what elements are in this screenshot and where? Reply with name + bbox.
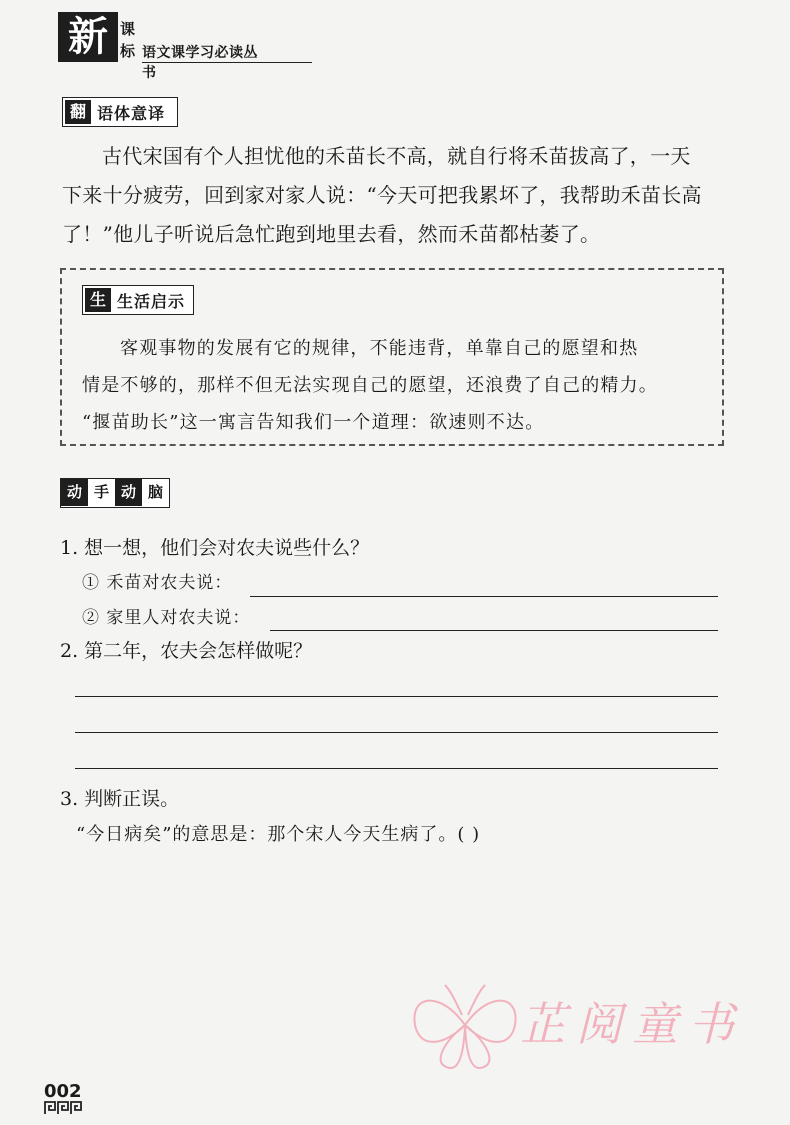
activity-char: 动 (115, 479, 142, 506)
header-rule (142, 62, 312, 63)
translate-icon: 翻 (65, 100, 91, 124)
question-1-sub-1: ① 禾苗对农夫说： (82, 573, 233, 593)
watermark-text: 芷阅童书 (520, 997, 744, 1051)
page-number: 002 (44, 1081, 82, 1102)
answer-line-1b[interactable] (270, 630, 718, 631)
life-insight-label-text: 生活启示 (117, 291, 186, 311)
activity-char: 脑 (142, 479, 169, 506)
life-insight-line: 情是不够的，那样不但无法实现自己的愿望，还浪费了自己的精力。 (82, 375, 658, 396)
series-header (58, 8, 268, 81)
translation-line: 了！”他儿子听说后急忙跑到地里去看，然而禾苗都枯萎了。 (62, 222, 601, 246)
series-logo: 新 (58, 12, 118, 62)
activity-section-label (60, 478, 170, 508)
activity-char: 手 (88, 479, 115, 506)
translation-line: 古代宋国有个人担忧他的禾苗长不高，就自行将禾苗拔高了，一天 (102, 144, 691, 168)
meander-ornament-icon (44, 1101, 84, 1115)
logo-char-ke: 课 (120, 20, 136, 38)
translation-label-text: 语体意译 (97, 103, 166, 123)
activity-char: 动 (61, 479, 88, 506)
life-insight-paragraph (82, 330, 722, 441)
publisher-watermark (400, 970, 760, 1090)
question-3: 3. 判断正误。 (60, 788, 180, 810)
life-insight-line: “揠苗助长”这一寓言告知我们一个道理：欲速则不达。 (82, 412, 545, 433)
translation-section-label (62, 97, 178, 127)
answer-line-2c[interactable] (75, 768, 718, 769)
answer-line-2b[interactable] (75, 732, 718, 733)
answer-line-2a[interactable] (75, 696, 718, 697)
butterfly-icon (400, 970, 530, 1080)
question-2: 2. 第二年，农夫会怎样做呢？ (60, 640, 313, 662)
question-1-sub-2: ② 家里人对农夫说： (82, 608, 251, 628)
question-3-statement: “今日病矣”的意思是：那个宋人今天生病了。( ) (76, 824, 481, 845)
series-title: 语文课学习必读丛书 (142, 45, 258, 81)
life-icon: 生 (85, 288, 111, 312)
life-insight-section-label (82, 285, 194, 315)
life-insight-line: 客观事物的发展有它的规律，不能违背，单靠自己的愿望和热 (120, 338, 639, 359)
logo-char-biao: 标 (120, 42, 136, 60)
translation-line: 下来十分疲劳，回到家对家人说：“今天可把我累坏了，我帮助禾苗长高 (62, 183, 702, 207)
question-1: 1. 想一想，他们会对农夫说些什么？ (60, 537, 370, 559)
answer-line-1a[interactable] (250, 596, 718, 597)
translation-paragraph (62, 137, 738, 254)
